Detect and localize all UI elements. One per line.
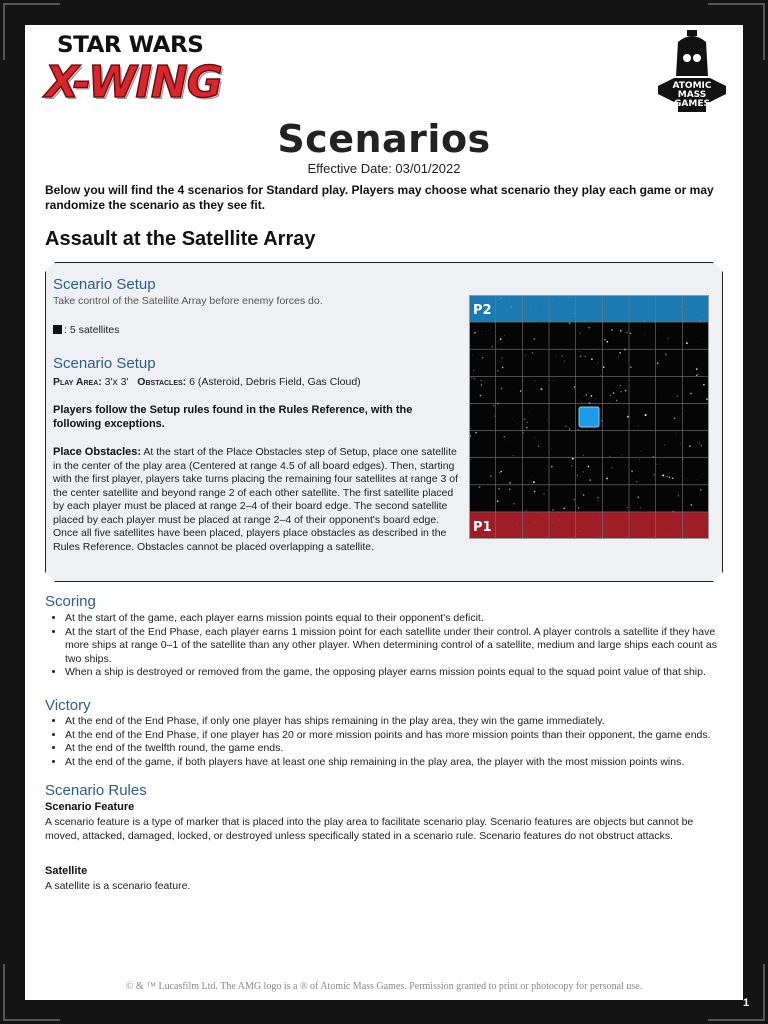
star (534, 338, 536, 340)
star (637, 496, 639, 498)
star-wars-logo: STAR WARS (57, 33, 204, 58)
effective-date: Effective Date: 03/01/2022 (307, 161, 461, 176)
star (473, 370, 474, 371)
star (472, 355, 473, 356)
setup-heading-2: Scenario Setup (53, 355, 156, 372)
star (672, 478, 673, 479)
star (509, 489, 510, 490)
star (491, 346, 493, 348)
star (680, 443, 681, 444)
star (535, 381, 536, 382)
star (700, 489, 702, 491)
star (569, 322, 570, 323)
star (555, 356, 556, 357)
star (481, 380, 482, 381)
place-obstacles-text: Place Obstacles: At the start of the Place Obstacles step of Setup, place one satellite in the center of the play area (Centered at range 4.5 of all board edges). Then, starting with the first player, players take turns placing the remaining four satellites at range 3 of the center satellite and beyond range 2 of each other satellite. The first satellite placed by each player must be placed at range 2–4 of their board edge. The second satellite placed by each player must be placed at range 2–4 of their opponent's board edge. Once all five satellites have been placed, players place obstacles as described in the Rules Reference. Obstacles cannot be placed overlapping a satellite. (53, 446, 459, 553)
star (660, 464, 661, 465)
star (626, 332, 627, 333)
star (603, 366, 605, 368)
star (517, 423, 518, 424)
star (667, 476, 668, 477)
satellite-text: A satellite is a scenario feature. (45, 880, 191, 892)
star (563, 508, 565, 510)
intro-text: Below you will find the 4 scenarios for Standard play. Players may choose what scenario they play each game or may randomize the scenario as they see fit. (45, 183, 714, 212)
star (576, 505, 577, 506)
star (497, 370, 498, 371)
star (619, 352, 621, 354)
star (577, 475, 578, 476)
star (532, 352, 534, 354)
star (528, 413, 529, 414)
star (640, 507, 641, 508)
star (493, 405, 495, 407)
star (665, 353, 667, 355)
star (620, 330, 622, 332)
star (480, 395, 481, 396)
star (552, 509, 554, 511)
star (547, 419, 548, 420)
star (539, 325, 540, 326)
star (553, 380, 554, 381)
play-area-map (469, 295, 709, 539)
star (687, 478, 688, 479)
feature-text: A scenario feature is a type of marker that is placed into the play area to facilitate scenario play. Scenario features are objects but cannot be moved, attacked, damaged, locked, or destroyed unless specifically stated in a scenario rule. Scenario features do not obstruct attacks. (45, 816, 694, 842)
star (564, 360, 565, 361)
star (538, 445, 539, 446)
setup-rules-note: Players follow the Setup rules found in the Rules Reference, with the following exceptions. (53, 404, 413, 430)
list-item: • At the end of the End Phase, if only one player has ships remaining in the play area, they win the game immediately. (65, 715, 725, 729)
star (526, 510, 527, 511)
star (490, 475, 492, 477)
star (676, 434, 677, 435)
star (501, 388, 503, 390)
star (524, 418, 526, 420)
star (501, 471, 502, 472)
star (471, 377, 473, 379)
star (525, 355, 526, 356)
star (641, 451, 642, 452)
star (506, 441, 507, 442)
star (478, 486, 480, 488)
star (658, 328, 659, 329)
list-item: • At the start of the End Phase, each player earns 1 mission point for each satellite under their control. A player controls a satellite if they have more ships at range 0–1 of the satellite than any other player. When determining control of a satellite, medium and large ships each count as two ships. (65, 626, 725, 667)
star (638, 426, 639, 427)
star (683, 433, 684, 434)
page-title: Scenarios (277, 117, 491, 161)
p1-deployment-zone (469, 512, 709, 539)
star (686, 342, 688, 344)
star (597, 363, 598, 364)
satellite-title: Satellite (45, 865, 88, 877)
star (630, 333, 631, 334)
satellite-count: : 5 satellites (53, 324, 119, 338)
star (696, 368, 698, 370)
list-item: • At the end of the twelfth round, the game ends. (65, 742, 725, 756)
star (664, 444, 665, 445)
star (473, 378, 474, 379)
star (580, 333, 581, 334)
list-item: • When a ship is destroyed or removed from the game, the opposing player earns mission points equal to the squad point value of that ship. (65, 666, 725, 680)
star (591, 395, 593, 397)
star (590, 479, 591, 480)
star (569, 429, 570, 430)
satellite-token-icon (53, 325, 62, 334)
star (669, 477, 671, 479)
center-satellite-token (579, 407, 599, 427)
rules-heading: Scenario Rules (45, 782, 147, 799)
star (494, 416, 495, 417)
feature-title: Scenario Feature (45, 801, 135, 813)
star (607, 341, 609, 343)
scoring-heading: Scoring (45, 593, 96, 610)
star (565, 426, 566, 427)
star (482, 357, 483, 358)
star (615, 389, 616, 390)
star (502, 367, 503, 368)
star (600, 375, 601, 376)
star (586, 432, 587, 433)
star (661, 395, 662, 396)
star (578, 507, 579, 508)
star (520, 390, 522, 392)
star (668, 338, 669, 339)
star (698, 374, 699, 375)
star (690, 393, 692, 395)
p2-label: P2 (473, 303, 492, 319)
star (625, 390, 627, 392)
star (497, 341, 498, 342)
star (613, 392, 615, 394)
star (474, 332, 476, 334)
scoring-list (45, 612, 725, 680)
star (486, 334, 487, 335)
page-number: 1 (743, 997, 750, 1009)
star (645, 334, 646, 335)
star (574, 499, 575, 500)
star (513, 455, 514, 456)
star (597, 501, 598, 502)
victory-heading: Victory (45, 697, 91, 714)
star (580, 355, 582, 357)
star (543, 494, 544, 495)
star (626, 508, 627, 509)
star (691, 504, 693, 506)
star (706, 398, 708, 400)
star (699, 443, 700, 444)
star (618, 357, 619, 358)
star (627, 416, 629, 418)
star (533, 481, 535, 483)
list-item: • At the end of the End Phase, if one player has 20 or more mission points and has more mission points than their opponent, the game ends. (65, 729, 725, 743)
star (611, 467, 612, 468)
star (583, 454, 584, 455)
star (475, 432, 477, 434)
setup-heading-1: Scenario Setup (53, 276, 156, 293)
star (596, 398, 597, 399)
star (627, 507, 628, 508)
x-wing-logo: X-WING (45, 57, 222, 108)
star (639, 459, 640, 460)
star (657, 362, 658, 363)
star (636, 481, 637, 482)
star (622, 454, 623, 455)
star (528, 479, 529, 480)
star (585, 356, 586, 357)
star (501, 357, 503, 359)
star (586, 394, 587, 395)
star (551, 466, 552, 467)
star (535, 437, 536, 438)
star (680, 326, 681, 327)
star (701, 445, 702, 446)
star (653, 456, 654, 457)
scenario-name: Assault at the Satellite Array (45, 228, 316, 250)
list-item: • At the end of the game, if both players have at least one ship remaining in the play area, the player with the most mission points wins. (65, 756, 725, 770)
star (588, 466, 590, 468)
star (569, 427, 570, 428)
star (579, 351, 580, 352)
star (581, 402, 582, 403)
star (530, 410, 531, 411)
star (703, 384, 705, 386)
star (609, 402, 610, 403)
star (631, 470, 633, 472)
star (534, 491, 536, 493)
star (597, 497, 599, 499)
star (540, 388, 542, 390)
star (697, 479, 698, 480)
list-item: • At the start of the game, each player earns mission points equal to their opponent's deficit. (65, 612, 725, 626)
star (606, 477, 608, 479)
star (504, 436, 505, 437)
star (499, 472, 501, 474)
star (630, 366, 632, 368)
star (611, 329, 613, 331)
star (574, 386, 575, 387)
p1-label: P1 (473, 520, 492, 535)
star (674, 417, 676, 419)
footer-legal: © & ™ Lucasfilm Ltd. The AMG logo is a ® of Atomic Mass Games. Permission granted to print or photocopy for personal use. (125, 981, 643, 992)
star (481, 384, 482, 385)
star (620, 385, 621, 386)
star (696, 375, 698, 377)
star (678, 495, 679, 496)
star (588, 327, 590, 329)
star (654, 474, 656, 476)
p2-deployment-zone (469, 295, 709, 322)
star (526, 427, 527, 428)
star (620, 391, 622, 393)
play-area-line: Play Area: 3'x 3' Obstacles: 6 (Asteroid, Debris Field, Gas Cloud) (53, 376, 361, 388)
star (498, 488, 500, 490)
star (609, 456, 610, 457)
star (645, 414, 647, 416)
star (677, 396, 678, 397)
star (703, 338, 704, 339)
victory-list (45, 715, 725, 769)
star (527, 422, 528, 423)
star (509, 482, 511, 484)
star (583, 471, 584, 472)
star (552, 449, 553, 450)
star (513, 503, 514, 504)
objective-text: Take control of the Satellite Array before enemy forces do. (53, 295, 323, 307)
star (686, 490, 687, 491)
star (689, 445, 691, 447)
star (500, 338, 502, 340)
star (702, 364, 703, 365)
star (662, 474, 664, 476)
star (583, 494, 584, 495)
star (487, 510, 488, 511)
star (562, 355, 563, 356)
star (497, 500, 499, 502)
amg-logo-text: ATOMIC MASS GAMES (672, 81, 712, 109)
star (504, 335, 505, 336)
star (604, 339, 606, 341)
star (571, 465, 573, 467)
star (484, 381, 485, 382)
star (616, 400, 617, 401)
star (523, 432, 524, 433)
star (591, 358, 593, 360)
star (474, 378, 475, 379)
star (488, 330, 489, 331)
star (610, 395, 611, 396)
